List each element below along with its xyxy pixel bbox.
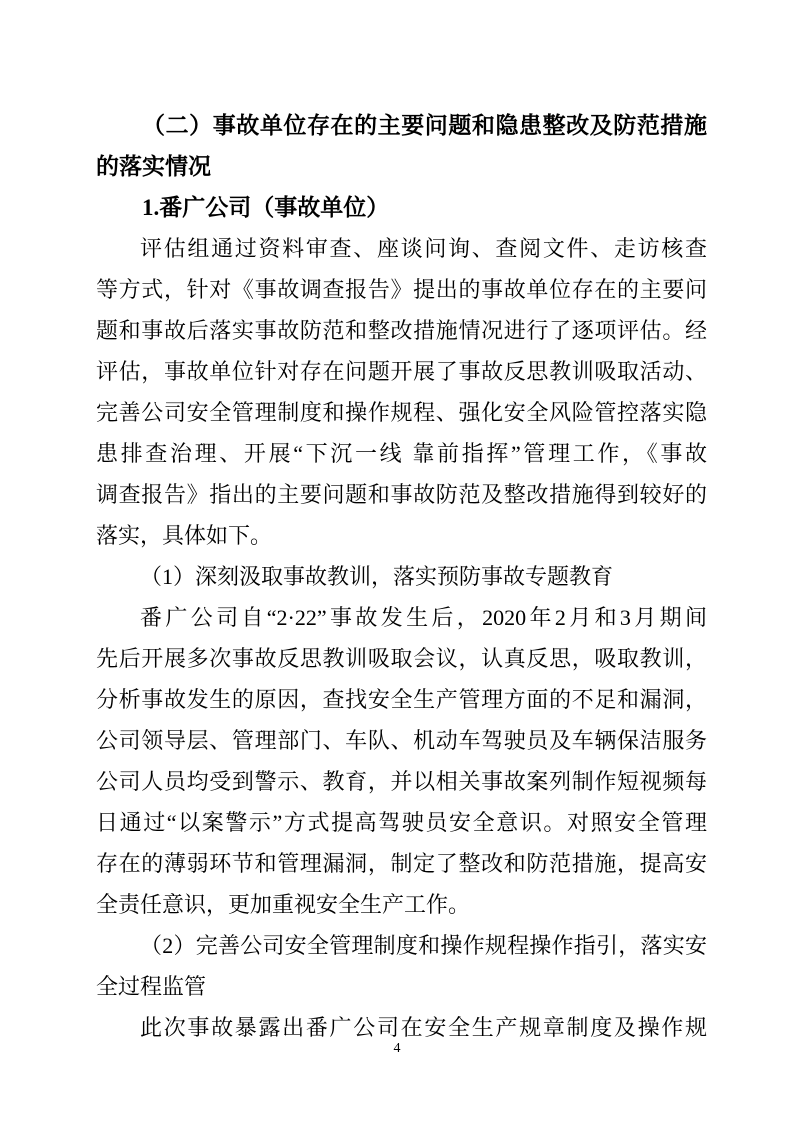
body-line: 此次事故暴露出番广公司在安全生产规章制度及操作规 (140, 1015, 707, 1040)
section-heading-line-1: （二）事故单位存在的主要问题和隐患整改及防范措施 (142, 113, 707, 138)
body-line: 评估，事故单位针对存在问题开展了事故反思教训吸取活动、 (96, 359, 707, 384)
body-line: 公司人员均受到警示、教育，并以相关事故案列制作短视频每 (96, 769, 707, 794)
body-line: 落实，具体如下。 (96, 523, 273, 548)
body-line: 番广公司自“2·22”事故发生后，2020年2月和3月期间 (140, 605, 707, 630)
body-line: 公司领导层、管理部门、车队、机动车驾驶员及车辆保洁服务 (96, 728, 707, 753)
body-line: 题和事故后落实事故防范和整改措施情况进行了逐项评估。经 (96, 318, 707, 343)
body-line: 存在的薄弱环节和管理漏洞，制定了整改和防范措施，提高安 (96, 851, 707, 876)
body-line: 等方式，针对《事故调查报告》提出的事故单位存在的主要问 (96, 277, 707, 302)
body-line: 全过程监管 (96, 974, 207, 999)
body-line: 调查报告》指出的主要问题和事故防范及整改措施得到较好的 (96, 482, 707, 507)
body-line: 完善公司安全管理制度和操作规程、强化安全风险管控落实隐 (96, 400, 707, 425)
body-line: 日通过“以案警示”方式提高驾驶员安全意识。对照安全管理 (96, 810, 707, 835)
body-line: 全责任意识，更加重视安全生产工作。 (96, 892, 471, 917)
page-number: 4 (393, 1041, 401, 1056)
body-line: 分析事故发生的原因，查找安全生产管理方面的不足和漏洞， (96, 687, 707, 712)
body-line: 先后开展多次事故反思教训吸取会议，认真反思，吸取教训， (96, 646, 707, 671)
document-body (96, 105, 707, 1048)
body-line: 评估组通过资料审查、座谈问询、查阅文件、走访核查 (140, 236, 707, 261)
list-item-heading: （2）完善公司安全管理制度和操作规程操作指引，落实安 (140, 933, 707, 958)
body-line: 患排查治理、开展“下沉一线 靠前指挥”管理工作，《事故 (96, 441, 707, 466)
subsection-heading: 1.番广公司（事故单位） (142, 195, 390, 220)
section-heading-line-2: 的落实情况 (96, 154, 211, 179)
list-item-heading: （1）深刻汲取事故教训，落实预防事故专题教育 (140, 564, 614, 589)
